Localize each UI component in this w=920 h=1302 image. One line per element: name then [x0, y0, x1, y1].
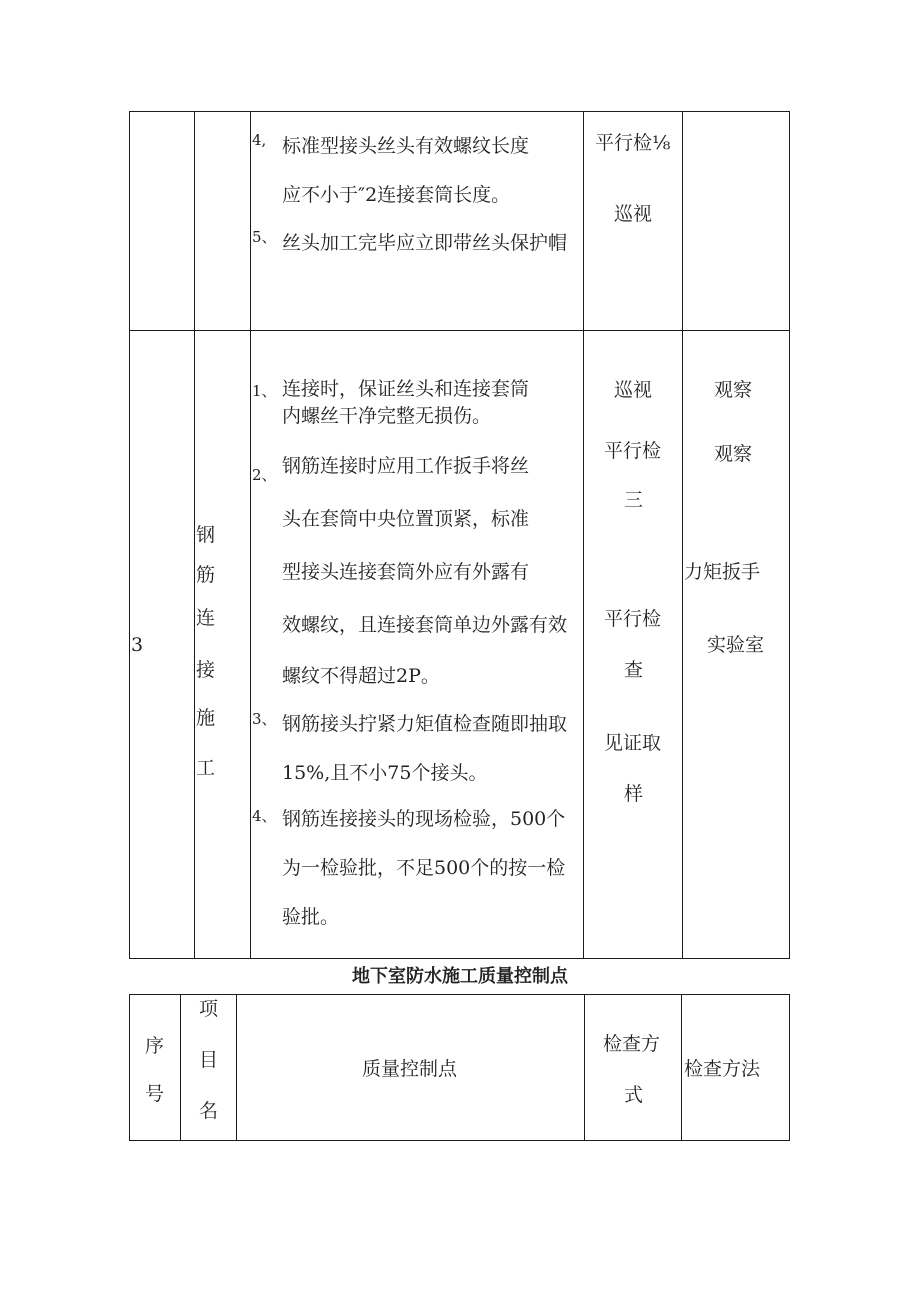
item-number: 5、	[252, 228, 277, 246]
item-name-char: 筋	[196, 564, 216, 586]
table1-rule-bottom	[129, 958, 790, 959]
header-inspection-method: 检查方法	[684, 1058, 761, 1080]
control-point-text: 螺纹不得超过2P。	[282, 665, 440, 687]
inspection-method: 观察	[714, 443, 753, 465]
header-seq: 号	[145, 1083, 165, 1105]
inspection-mode: 三	[624, 489, 644, 511]
inspection-mode: 巡视	[614, 203, 653, 225]
header-item-name: 名	[199, 1100, 219, 1122]
control-point-text: 标准型接头丝头有效螺纹长度	[282, 135, 530, 157]
item-name-char: 接	[196, 659, 216, 681]
table1-col-4	[583, 111, 584, 959]
control-point-text: 头在套筒中央位置顶紧，标准	[282, 508, 530, 530]
item-name-char: 工	[196, 757, 216, 779]
item-number: 4、	[252, 807, 277, 825]
control-point-text: 丝头加工完毕应立即带丝头保护帽	[282, 232, 568, 254]
header-inspection-mode: 式	[624, 1084, 644, 1106]
table1-col-3	[250, 111, 251, 959]
table2-col-right	[789, 994, 790, 1141]
header-seq: 序	[145, 1035, 165, 1057]
control-point-text: 效螺纹，且连接套筒单边外露有效	[282, 614, 568, 636]
inspection-mode: 样	[624, 783, 644, 805]
table1-col-2	[194, 111, 195, 959]
inspection-mode: 平行检	[604, 608, 662, 630]
control-point-text: 15%,且不小75个接头。	[282, 762, 488, 784]
row-sequence: 3	[131, 634, 144, 656]
table1-col-right	[789, 111, 790, 959]
header-item-name: 项	[199, 998, 219, 1020]
control-point-text: 钢筋连接时应用工作扳手将丝	[282, 455, 530, 477]
inspection-mode: 查	[624, 659, 644, 681]
inspection-method: 实验室	[707, 634, 765, 656]
item-name-char: 连	[196, 607, 216, 629]
control-point-text: 连接时，保证丝头和连接套筒	[282, 378, 530, 400]
item-number: 1、	[252, 382, 277, 400]
control-point-text: 钢筋连接接头的现场检验，500个	[282, 808, 566, 830]
table1-rule-top	[129, 111, 790, 112]
item-name-char: 施	[196, 707, 216, 729]
table2-col-3	[236, 994, 237, 1141]
table2-col-2	[180, 994, 181, 1141]
header-inspection-mode: 检查方	[603, 1033, 661, 1055]
item-number: 3、	[252, 710, 277, 728]
table1-rule-mid	[129, 330, 790, 331]
table2-rule-top	[129, 994, 790, 995]
table2-col-4	[584, 994, 585, 1141]
header-item-name: 目	[199, 1049, 219, 1071]
section-title: 地下室防水施工质量控制点	[352, 966, 568, 987]
table1-col-left	[129, 111, 130, 959]
inspection-method: 力矩扳手	[684, 561, 761, 583]
control-point-text: 内螺丝干净完整无损伤。	[282, 405, 492, 427]
control-point-text: 应不小于″2连接套筒长度。	[282, 184, 511, 206]
table2-col-5	[681, 994, 682, 1141]
control-point-text: 为一检验批，不足500个的按一检	[282, 857, 566, 879]
table2-col-left	[129, 994, 130, 1141]
inspection-method: 观察	[714, 379, 753, 401]
item-number: 4,	[252, 131, 267, 149]
inspection-mode: 巡视	[614, 379, 653, 401]
control-point-text: 钢筋接头拧紧力矩值检查随即抽取	[282, 713, 568, 735]
item-number: 2、	[252, 466, 277, 484]
table1-col-5	[682, 111, 683, 959]
inspection-mode: 平行检⅛	[595, 132, 671, 154]
inspection-mode: 平行检	[604, 440, 662, 462]
control-point-text: 型接头连接套筒外应有外露有	[282, 561, 530, 583]
control-point-text: 验批。	[282, 906, 340, 928]
inspection-mode: 见证取	[604, 732, 662, 754]
header-control-point: 质量控制点	[362, 1058, 458, 1080]
item-name-char: 钢	[196, 524, 216, 546]
table2-rule-bottom	[129, 1140, 790, 1141]
